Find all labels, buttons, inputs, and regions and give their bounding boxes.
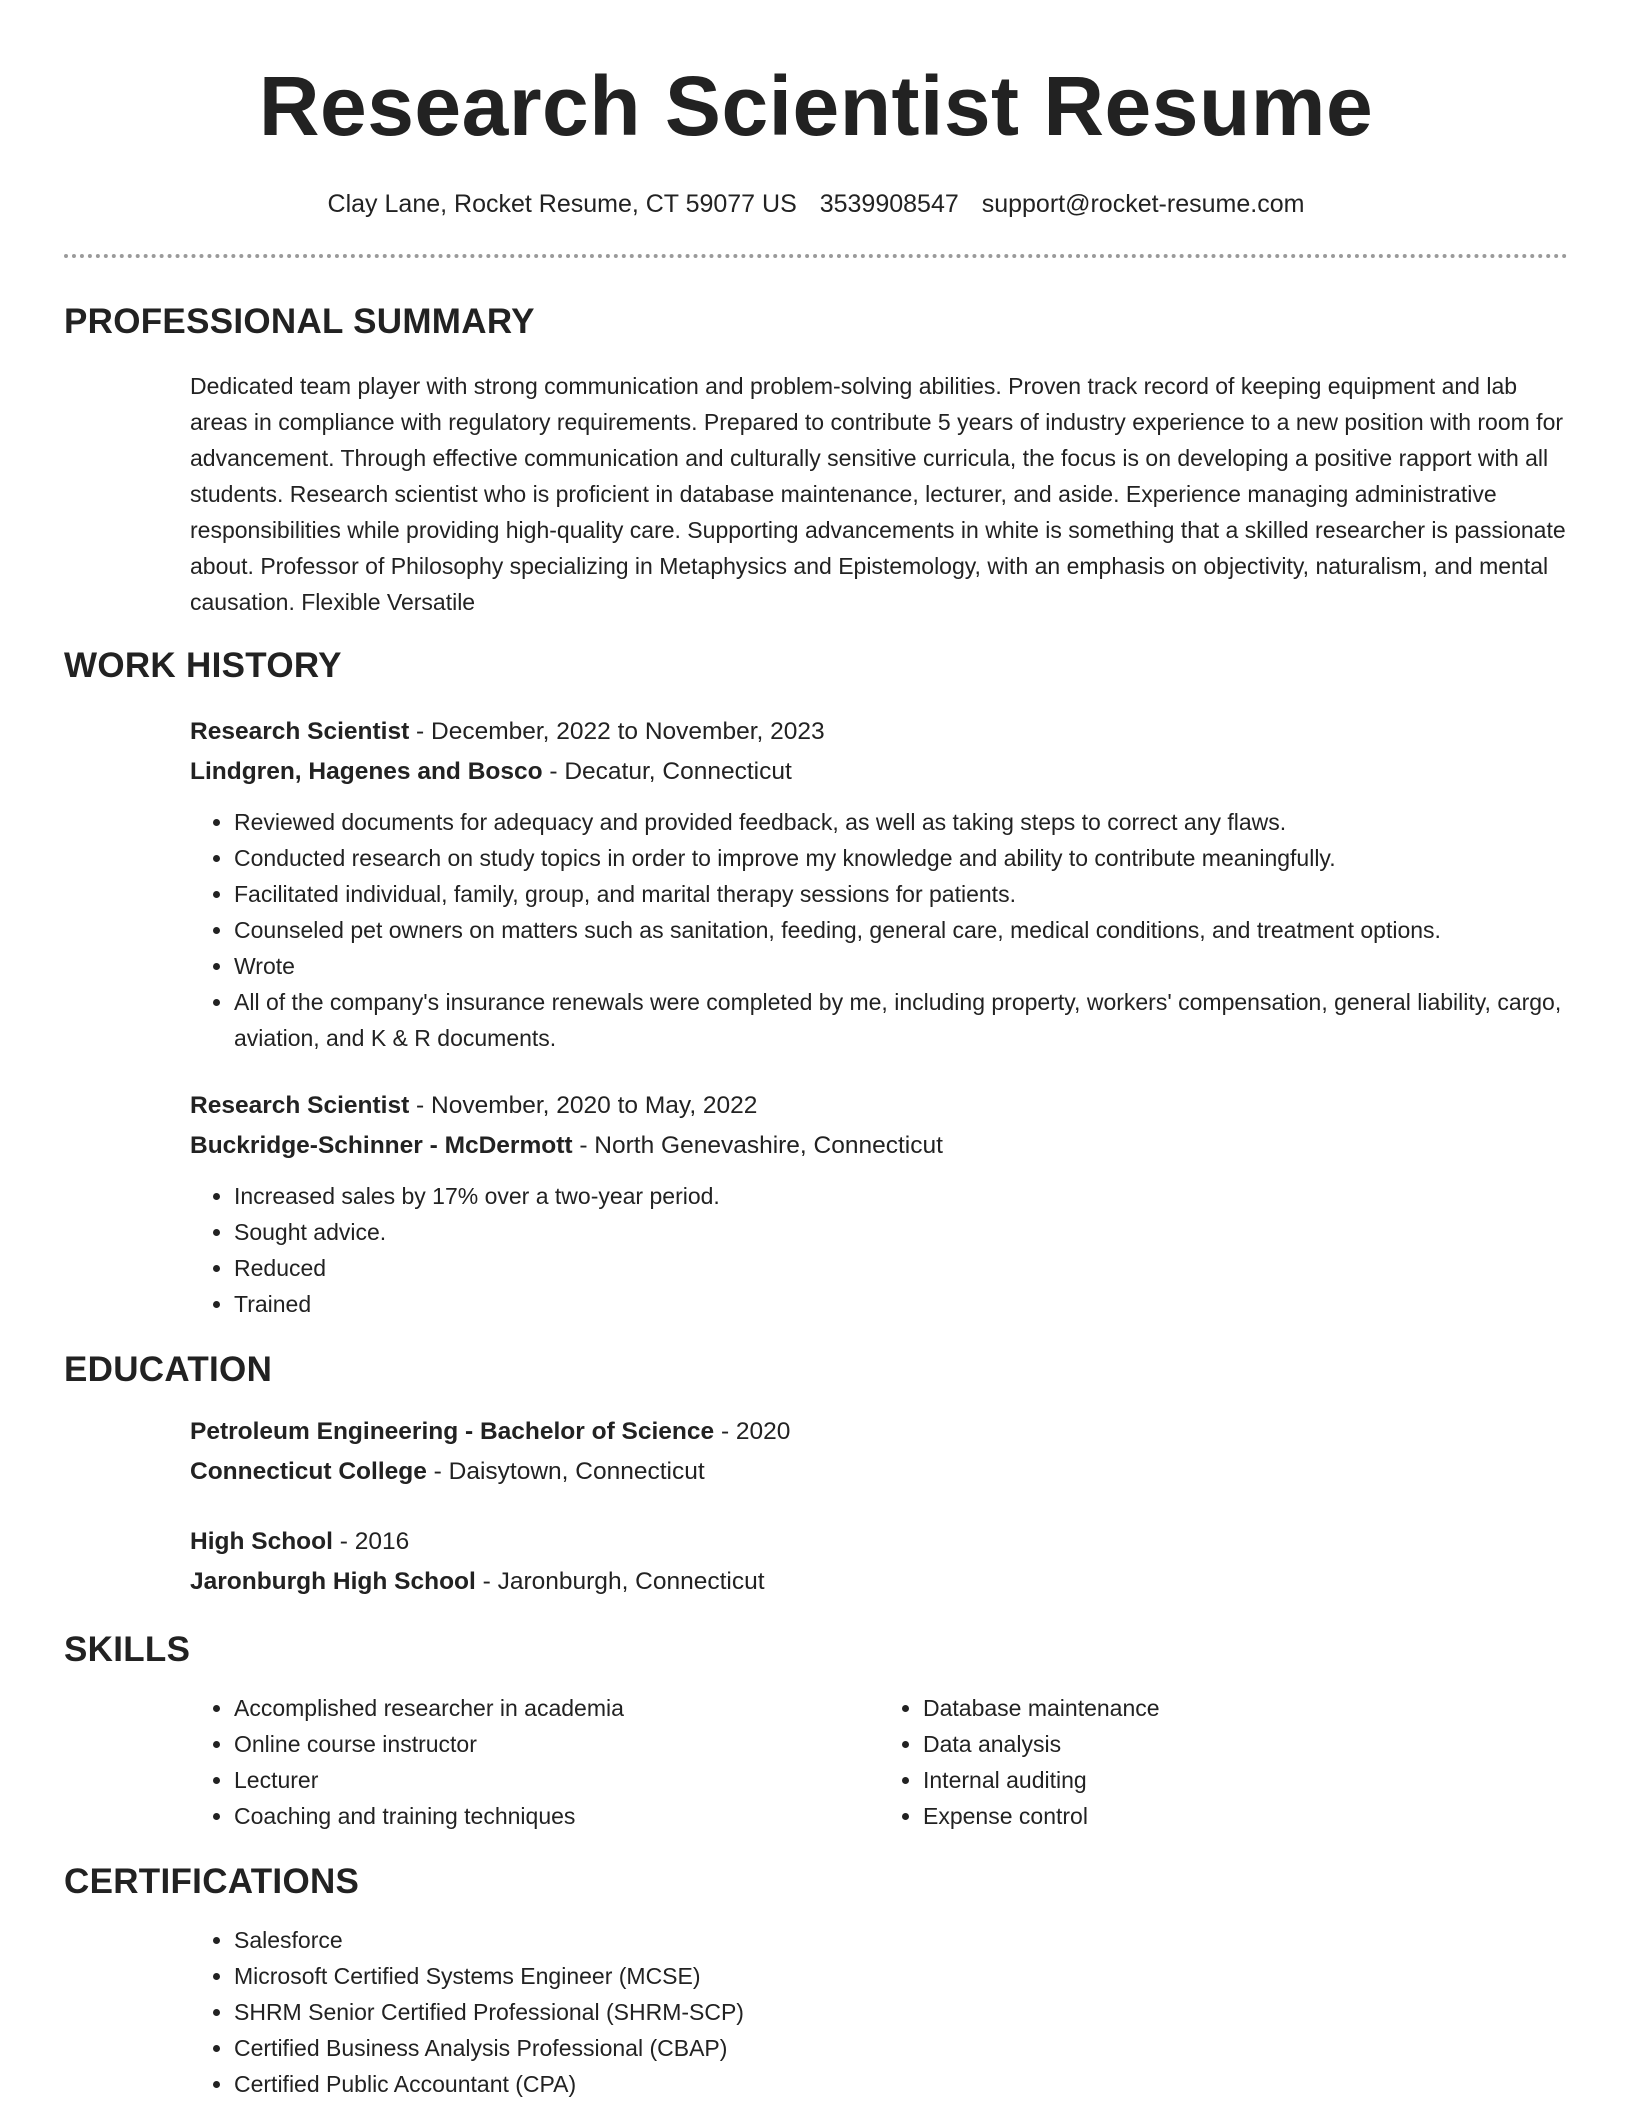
employer-line <box>190 1126 1568 1166</box>
certifications-block <box>190 1922 1568 2102</box>
resume-page <box>64 0 1568 2102</box>
education-entry <box>190 1412 1568 1492</box>
school-location: - Daisytown, Connecticut <box>426 1458 705 1485</box>
contact-line <box>64 188 1568 220</box>
job-bullet: • Trained <box>234 1286 1568 1322</box>
degree: High School <box>190 1528 333 1555</box>
certification-item: • Salesforce <box>234 1922 1568 1958</box>
degree-line <box>190 1522 1568 1562</box>
certification-item: • Microsoft Certified Systems Engineer (MCSE) <box>234 1958 1568 1994</box>
skill-item: • Internal auditing <box>923 1762 1568 1798</box>
school-line <box>190 1562 1568 1602</box>
job-bullet: • Increased sales by 17% over a two-year period. <box>234 1178 1568 1214</box>
skill-item: • Accomplished researcher in academia <box>234 1690 879 1726</box>
school-name: Connecticut College <box>190 1458 427 1485</box>
skill-item: • Database maintenance <box>923 1690 1568 1726</box>
employer-name: Lindgren, Hagenes and Bosco <box>190 758 543 785</box>
job-bullet: • All of the company's insurance renewals were completed by me, including property, workers' compensation, general liability, cargo, aviation, and K & R documents. <box>234 984 1568 1056</box>
skills-list-left <box>190 1690 879 1834</box>
school-name: Jaronburgh High School <box>190 1568 476 1595</box>
skills-heading: SKILLS <box>64 1630 191 1669</box>
degree: Petroleum Engineering - Bachelor of Science <box>190 1418 715 1445</box>
job-title-line <box>190 712 1568 752</box>
degree-year: - 2016 <box>332 1528 410 1555</box>
header-divider <box>64 254 1568 258</box>
contact-email[interactable]: support@rocket-resume.com <box>981 190 1305 218</box>
certification-item: • Certified Business Analysis Professional (CBAP) <box>234 2030 1568 2066</box>
skill-item: • Expense control <box>923 1798 1568 1834</box>
school-location: - Jaronburgh, Connecticut <box>475 1568 765 1595</box>
certifications-list <box>190 1922 1568 2102</box>
certification-item: • SHRM Senior Certified Professional (SHRM-SCP) <box>234 1994 1568 2030</box>
job-dates: - November, 2020 to May, 2022 <box>409 1092 758 1119</box>
certification-item: • Certified Public Accountant (CPA) <box>234 2066 1568 2102</box>
certifications-heading: CERTIFICATIONS <box>64 1862 360 1901</box>
job-bullet: • Counseled pet owners on matters such as sanitation, feeding, general care, medical conditions, and treatment options. <box>234 912 1568 948</box>
resume-title: Research Scientist Resume <box>258 59 1374 153</box>
job-bullets <box>190 1178 1568 1322</box>
job-bullet: • Reduced <box>234 1250 1568 1286</box>
skills-list-right <box>879 1690 1568 1834</box>
job-entry <box>190 712 1568 1056</box>
skill-item: • Data analysis <box>923 1726 1568 1762</box>
contact-address: Clay Lane, Rocket Resume, CT 59077 US <box>327 190 797 218</box>
job-bullet: • Conducted research on study topics in order to improve my knowledge and ability to contribute meaningfully. <box>234 840 1568 876</box>
summary-heading: PROFESSIONAL SUMMARY <box>64 302 535 341</box>
job-bullet: • Facilitated individual, family, group, and marital therapy sessions for patients. <box>234 876 1568 912</box>
employer-location: - Decatur, Connecticut <box>542 758 792 785</box>
degree-line <box>190 1412 1568 1452</box>
job-bullet: • Reviewed documents for adequacy and provided feedback, as well as taking steps to correct any flaws. <box>234 804 1568 840</box>
contact-phone: 3539908547 <box>819 190 959 218</box>
skill-item: • Online course instructor <box>234 1726 879 1762</box>
employer-name: Buckridge-Schinner - McDermott <box>190 1132 573 1159</box>
job-title: Research Scientist <box>190 718 410 745</box>
job-bullet: • Wrote <box>234 948 1568 984</box>
employer-location: - North Genevashire, Connecticut <box>572 1132 943 1159</box>
work-history-heading: WORK HISTORY <box>64 646 342 685</box>
education-entry <box>190 1522 1568 1602</box>
skills-columns <box>190 1690 1568 1834</box>
skill-item: • Coaching and training techniques <box>234 1798 879 1834</box>
job-bullets <box>190 804 1568 1056</box>
job-dates: - December, 2022 to November, 2023 <box>409 718 825 745</box>
employer-line <box>190 752 1568 792</box>
job-title: Research Scientist <box>190 1092 410 1119</box>
summary-text: Dedicated team player with strong communication and problem-solving abilities. Proven track record of keeping equipment and lab areas in compliance with regulatory requirements. Prepared to contribute 5 years of industry experience to a new position with room for advancement. Through effective communication and culturally sensitive curricula, the focus is on developing a positive rapport with all students. Research scientist who is proficient in database maintenance, lecturer, and aside. Experience managing administrative responsibilities while providing high-quality care. Supporting advancements in white is something that a skilled researcher is passionate about. Professor of Philosophy specializing in Metaphysics and Epistemology, with an emphasis on objectivity, naturalism, and mental causation. Flexible Versatile <box>190 373 1566 615</box>
school-line <box>190 1452 1568 1492</box>
skill-item: • Lecturer <box>234 1762 879 1798</box>
job-entry <box>190 1086 1568 1322</box>
job-bullet: • Sought advice. <box>234 1214 1568 1250</box>
degree-year: - 2020 <box>714 1418 791 1445</box>
job-title-line <box>190 1086 1568 1126</box>
education-heading: EDUCATION <box>64 1350 273 1389</box>
